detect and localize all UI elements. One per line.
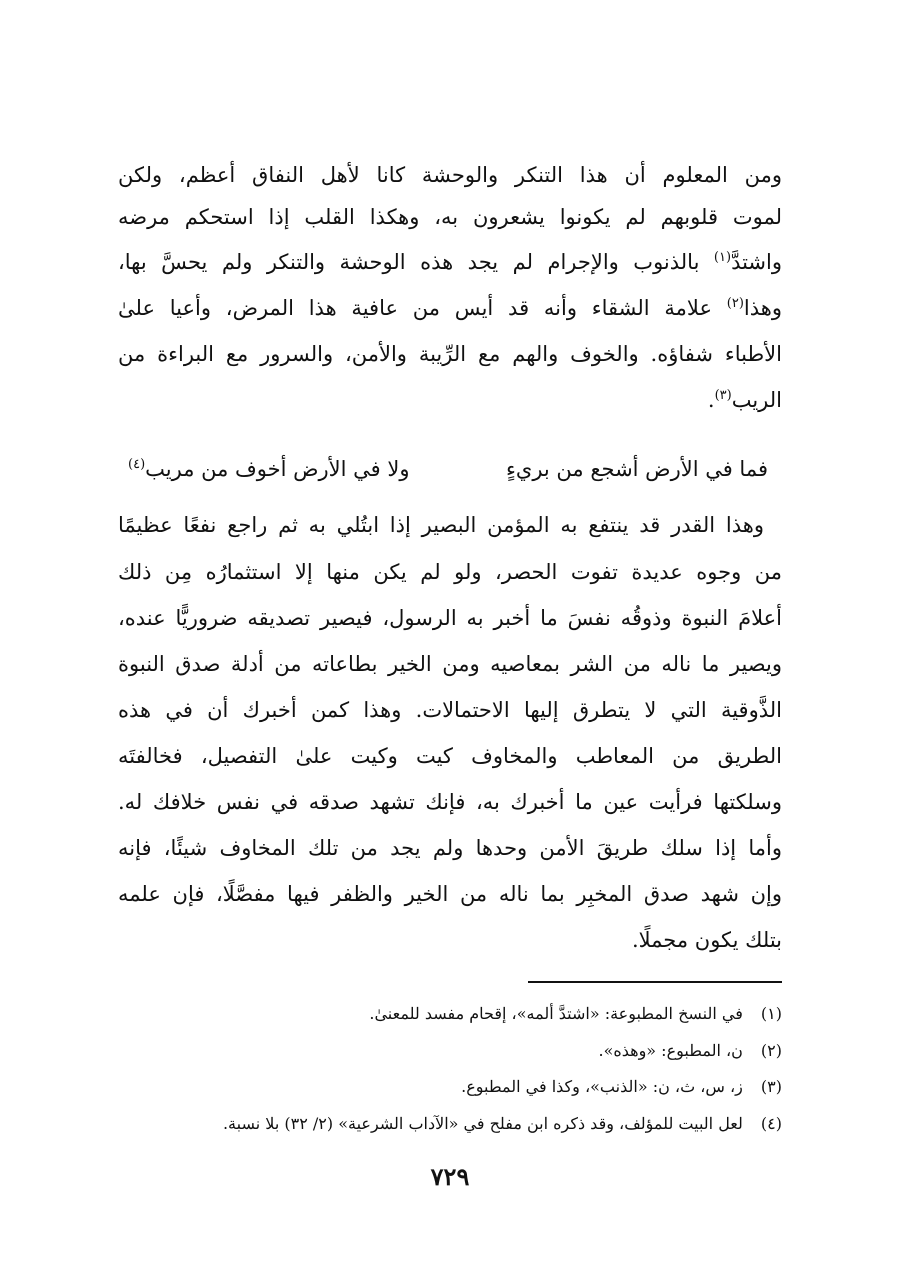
footnote-marker-1[interactable]: (١) — [713, 250, 732, 265]
text-line: بتلك يكون مجملًا. — [631, 928, 782, 952]
text-line: أعلامَ النبوة وذوقُه نفسَ ما أخبر به الرسول، فيصير تصديقه ضروريًّا عنده، — [118, 606, 782, 630]
footnote-text: في النسخ المطبوعة: «اشتدَّ ألمه»، إقحام مفسد للمعنىٰ. — [369, 1004, 743, 1023]
text-line: الذَّوقية التي لا يتطرق إليها الاحتمالات. وهذا كمن أخبرك أن في هذه — [118, 698, 782, 722]
text-line: وسلكتها فرأيت عين ما أخبرك به، فإنك تشهد صدقه في نفس خلافك له. — [118, 790, 782, 814]
footnote — [118, 1075, 782, 1101]
text-line: ويصير ما ناله من الشر بمعاصيه ومن الخير بطاعاته من أدلة صدق النبوة — [118, 652, 782, 676]
footnote-text: ز، س، ث، ن: «الذنب»، وكذا في المطبوع. — [461, 1077, 743, 1096]
footnote-text: لعل البيت للمؤلف، وقد ذكره ابن مفلح في «الآداب الشرعية» (٢/ ٣٢) بلا نسبة. — [222, 1114, 743, 1133]
text-line: لموت قلوبهم لم يكونوا يشعرون به، وهكذا القلب إذا استحكم مرضه — [118, 205, 782, 229]
page-number: ٧٢٩ — [430, 1162, 470, 1191]
footnote-number: (٢) — [760, 1041, 782, 1060]
text-line: واشتدَّ$^{(١)}$ بالذنوب والإجرام لم يجد هذه الوحشة والتنكر ولم يحسَّ بها، — [118, 250, 782, 274]
footnote-text: ن، المطبوع: «وهذه». — [598, 1041, 743, 1060]
verse-second-hemistich: ولا في الأرض أخوف من مريب$^{(٤)}$ — [128, 457, 410, 481]
footnote-divider — [528, 981, 782, 983]
footnote — [118, 1002, 782, 1028]
footnote-marker-2[interactable]: (٢) — [726, 296, 744, 311]
text-line: الأطباء شفاؤه. والخوف والهم مع الرِّيبة والأمن، والسرور مع البراءة من — [118, 342, 782, 366]
footnote-number: (١) — [760, 1004, 782, 1023]
text-line: وهذا$^{(٢)}$ علامة الشقاء وأنه قد أيس من عافية هذا المرض، وأعيا علىٰ — [118, 296, 782, 320]
verse-first-hemistich: فما في الأرض أشجع من بريءٍ — [506, 457, 768, 481]
footnote-number: (٣) — [760, 1077, 782, 1096]
text-line: وهذا القدر قد ينتفع به المؤمن البصير إذا ابتُلي به ثم راجع نفعًا عظيمًا — [118, 513, 764, 537]
footnote-number: (٤) — [760, 1114, 782, 1133]
footnote-marker-3[interactable]: (٣) — [714, 388, 732, 403]
footnote — [118, 1039, 782, 1065]
text-line: وأما إذا سلك طريقَ الأمن وحدها ولم يجد من تلك المخاوف شيئًا، فإنه — [118, 836, 782, 860]
footnote-marker-4[interactable]: (٤) — [128, 457, 146, 472]
text-line: الطريق من المعاطب والمخاوف كيت وكيت علىٰ التفصيل، فخالفتَه — [118, 744, 782, 768]
footnote — [118, 1112, 782, 1138]
text-line: ومن المعلوم أن هذا التنكر والوحشة كانا لأهل النفاق أعظم، ولكن — [118, 163, 782, 187]
text-line: من وجوه عديدة تفوت الحصر، ولو لم يكن منها إلا استثمارُه مِن ذلك — [118, 560, 782, 584]
text-line: وإن شهد صدق المخبِر بما ناله من الخير والظفر فيها مفصَّلًا، فإن علمه — [118, 882, 782, 906]
text-line: الريب$^{(٣)}$. — [707, 388, 782, 412]
poetry-verse — [128, 454, 768, 488]
